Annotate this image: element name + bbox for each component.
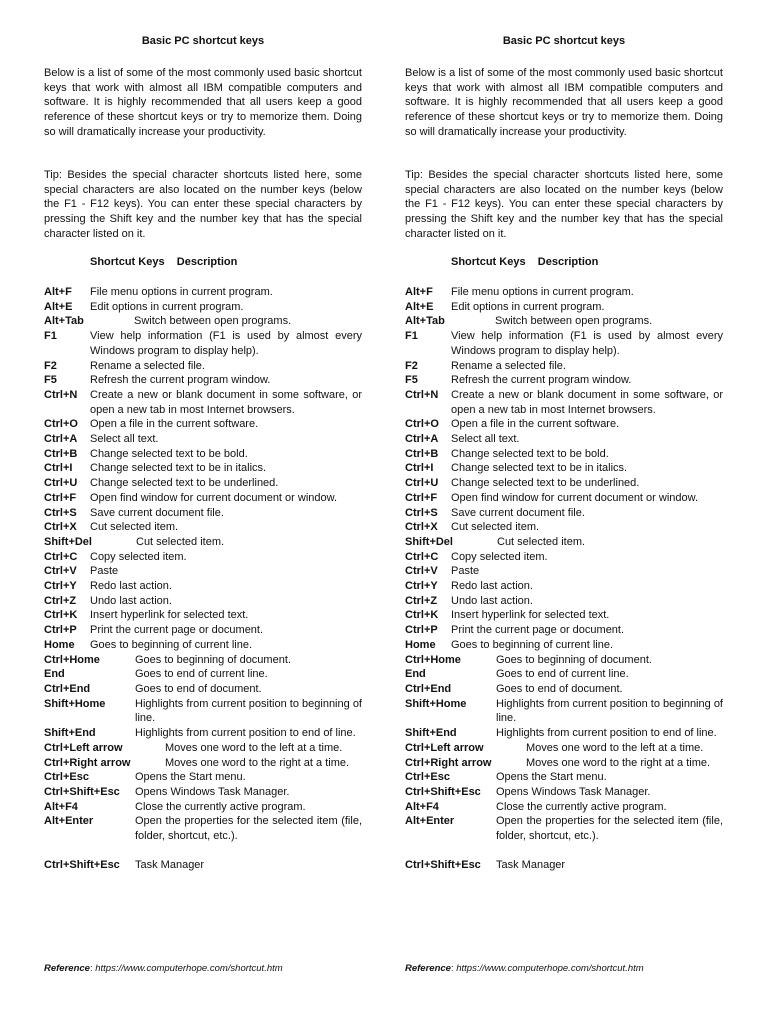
shortcut-description: Undo last action. [451,594,533,607]
shortcut-key: Shift+End [44,727,96,740]
shortcut-description [44,844,362,859]
shortcut-description: Task Manager [496,859,566,872]
shortcut-key: Ctrl+Right arrow [405,756,492,769]
shortcut-row [405,461,723,476]
shortcut-row [44,756,362,771]
shortcut-row [44,447,362,462]
shortcut-description: Goes to beginning of current line. [90,638,253,651]
shortcut-key: Ctrl+Shift+Esc [405,859,481,872]
shortcut-row [44,667,362,682]
shortcut-row [44,726,362,741]
shortcut-description: Change selected text to be in italics. [451,462,628,475]
shortcut-description: Save current document file. [451,506,585,519]
shortcut-list [405,285,723,873]
shortcut-key: Shift+Del [44,535,92,548]
shortcut-key: Ctrl+U [44,477,78,490]
shortcut-description: Close the currently active program. [135,800,306,813]
shortcut-row [44,373,362,388]
shortcut-row [44,844,362,859]
shortcut-key: Ctrl+Z [44,594,77,607]
shortcut-row [405,638,723,653]
shortcut-row [44,608,362,623]
shortcut-row [44,697,362,726]
shortcut-row [405,844,723,859]
shortcut-row [405,300,723,315]
shortcut-description [405,844,723,859]
shortcut-description: File menu options in current program. [451,286,634,298]
shortcut-row [405,329,723,358]
shortcut-key: Ctrl+Z [405,594,438,607]
shortcut-row [405,535,723,550]
shortcut-description: Copy selected item. [451,550,548,563]
shortcut-row [44,653,362,668]
shortcut-key: Shift+Home [405,697,467,710]
shortcut-row [405,608,723,623]
shortcut-key: Ctrl+P [44,624,77,637]
shortcut-description: Redo last action. [90,580,172,593]
shortcut-row [44,417,362,432]
shortcut-description: Goes to end of document. [135,682,262,695]
shortcut-row [44,858,362,873]
shortcut-key: Shift+Del [405,535,453,548]
shortcut-description: Select all text. [90,433,159,446]
shortcut-description: Paste [451,565,480,578]
shortcut-row [44,314,362,329]
shortcut-row [405,359,723,374]
reference-label: Reference [44,963,90,974]
shortcut-description: Switch between open programs. [134,315,292,328]
shortcut-key: Ctrl+V [44,565,77,578]
shortcut-description: Open the properties for the selected item (file, folder, shortcut, etc.). [496,815,723,843]
shortcut-description: Insert hyperlink for selected text. [90,609,249,622]
reference-separator: : [450,963,457,974]
shortcut-key: Ctrl+N [405,388,439,401]
shortcut-description: Change selected text to be underlined. [451,477,640,490]
shortcut-row [44,300,362,315]
shortcut-row [44,506,362,521]
shortcut-key: Ctrl+S [44,506,77,519]
shortcut-row [44,285,362,300]
shortcut-key: Ctrl+Home [44,653,100,666]
shortcut-key: Shift+End [405,727,457,740]
shortcut-row [44,564,362,579]
shortcut-row [405,858,723,873]
shortcut-key: Ctrl+I [44,462,73,475]
shortcut-row [44,535,362,550]
shortcut-row [44,785,362,800]
shortcut-description: Paste [90,565,119,578]
shortcut-description: Goes to beginning of document. [135,653,291,666]
shortcut-description: Refresh the current program window. [90,374,271,387]
shortcut-description: Moves one word to the left at a time. [165,741,343,754]
shortcut-description: File menu options in current program. [90,286,273,298]
shortcut-description: Open the properties for the selected item (file, folder, shortcut, etc.). [135,815,362,843]
shortcut-row [44,800,362,815]
shortcut-key: Ctrl+Shift+Esc [44,785,120,798]
shortcut-row [405,814,723,843]
shortcut-description: Rename a selected file. [90,359,205,372]
shortcut-description: Change selected text to be bold. [90,447,248,460]
intro-paragraph: Below is a list of some of the most commonly used basic shortcut keys that work with almost all IBM compatible computers and software. It is highly recommended that all users keep a good reference of these shortcut keys or try to memorize them. Doing so will dramatically increase your productivity. [44,67,362,138]
shortcut-description: Edit options in current program. [451,300,605,313]
shortcut-key: Ctrl+A [44,433,78,446]
shortcut-description: Change selected text to be underlined. [90,477,279,490]
shortcut-row [405,314,723,329]
shortcut-row [405,667,723,682]
shortcut-description: Print the current page or document. [90,624,264,637]
shortcut-description: Highlights from current position to end of line. [496,727,717,740]
document-title: Basic PC shortcut keys [502,35,626,47]
shortcut-description: Rename a selected file. [451,359,566,372]
shortcut-key: Alt+E [405,300,434,313]
shortcut-key: End [405,668,426,681]
shortcut-description: Cut selected item. [497,535,586,548]
shortcut-key: Home [405,638,436,651]
shortcut-row [44,329,362,358]
shortcut-description: Goes to end of document. [496,682,623,695]
shortcut-description: Highlights from current position to beginning of line. [135,697,362,725]
shortcut-row [44,550,362,565]
shortcut-key: Ctrl+O [405,418,439,431]
shortcut-key: F2 [405,359,418,372]
shortcut-key: Ctrl+B [44,447,78,460]
shortcut-key: Ctrl+Shift+Esc [405,785,481,798]
shortcut-key: Ctrl+Esc [405,771,450,784]
shortcut-key: Ctrl+Y [405,580,438,593]
shortcut-description: Highlights from current position to end of line. [135,727,356,740]
shortcut-row [44,638,362,653]
shortcut-description: Create a new or blank document in some software, or open a new tab in most Internet browsers. [90,388,362,416]
shortcut-row [44,814,362,843]
reference-label: Reference [405,963,451,974]
shortcut-key: Ctrl+C [405,550,439,563]
shortcut-row [405,373,723,388]
shortcut-description: Open find window for current document or window. [451,491,699,504]
shortcut-row [405,800,723,815]
shortcut-description: Opens Windows Task Manager. [496,785,651,798]
shortcut-row [405,417,723,432]
shortcut-description: Edit options in current program. [90,300,244,313]
shortcut-description: Cut selected item. [451,521,540,534]
shortcut-key: Ctrl+S [405,506,438,519]
shortcut-row [405,682,723,697]
shortcut-description: Moves one word to the left at a time. [526,741,704,754]
shortcut-row [44,520,362,535]
shortcut-description: View help information (F1 is used by almost every Windows program to display help). [451,330,723,357]
shortcut-key: Ctrl+A [405,433,439,446]
shortcut-key: Ctrl+Left arrow [405,741,484,754]
shortcut-key: Ctrl+Home [405,653,461,666]
shortcut-description: Redo last action. [451,580,533,593]
intro-paragraph: Below is a list of some of the most commonly used basic shortcut keys that work with almost all IBM compatible computers and software. It is highly recommended that all users keep a good reference of these shortcut keys or try to memorize them. Doing so will dramatically increase your productivity. [405,67,723,138]
shortcut-description: Copy selected item. [90,550,187,563]
shortcut-row [44,770,362,785]
shortcut-key: Home [44,638,75,651]
shortcut-row [44,388,362,417]
shortcut-row [405,432,723,447]
reference-line [405,963,644,974]
shortcut-key: Ctrl+Shift+Esc [44,859,120,872]
shortcut-description: Opens the Start menu. [496,771,607,784]
shortcut-description: Close the currently active program. [496,800,667,813]
shortcut-key: Ctrl+I [405,462,434,475]
shortcut-row [405,697,723,726]
shortcut-description: Save current document file. [90,506,224,519]
shortcut-row [44,741,362,756]
shortcut-key: Ctrl+U [405,477,439,490]
table-header: Shortcut Keys Description [90,256,238,268]
shortcut-row [44,476,362,491]
reference-separator: : [89,963,96,974]
shortcut-row [405,741,723,756]
shortcut-key: F1 [44,330,57,343]
shortcut-key: Alt+E [44,300,73,313]
shortcut-key: Alt+Enter [44,815,94,828]
shortcut-key: Alt+Enter [405,815,455,828]
shortcut-description: Goes to beginning of document. [496,653,652,666]
shortcut-row [405,653,723,668]
shortcut-description: Goes to end of current line. [496,668,629,681]
tip-paragraph: Tip: Besides the special character shortcuts listed here, some special characters are also located on the number keys (below the F1 - F12 keys). You can enter these special characters by pressing the Shift key and the number key that has the special character listed on it. [405,169,723,240]
shortcut-row [44,432,362,447]
shortcut-row [405,476,723,491]
shortcut-description: Task Manager [135,859,205,872]
reference-url[interactable]: https://www.computerhope.com/shortcut.htm [95,963,283,974]
shortcut-row [405,770,723,785]
shortcut-row [44,491,362,506]
shortcut-key: Shift+Home [44,697,106,710]
shortcut-description: Cut selected item. [90,521,179,534]
shortcut-description: Change selected text to be in italics. [90,462,267,475]
shortcut-row [44,359,362,374]
shortcut-row [44,594,362,609]
shortcut-key: Ctrl+Y [44,580,77,593]
shortcut-row [405,285,723,300]
shortcut-description: Undo last action. [90,594,172,607]
shortcut-description: Cut selected item. [136,535,225,548]
shortcut-key: Ctrl+Right arrow [44,756,131,769]
shortcut-row [44,623,362,638]
shortcut-description: Switch between open programs. [495,315,653,328]
shortcut-description: Change selected text to be bold. [451,447,609,460]
shortcut-key: Ctrl+P [405,624,438,637]
shortcut-description: Create a new or blank document in some software, or open a new tab in most Internet browsers. [451,388,723,416]
shortcut-key: Ctrl+O [44,418,78,431]
shortcut-key: Ctrl+Left arrow [44,741,123,754]
shortcut-description: Select all text. [451,433,520,446]
shortcut-key: Ctrl+X [405,521,438,534]
shortcut-row [44,461,362,476]
shortcut-row [405,785,723,800]
shortcut-description: Opens the Start menu. [135,771,246,784]
shortcut-row [44,682,362,697]
shortcut-description: Goes to end of current line. [135,668,268,681]
shortcut-row [405,506,723,521]
reference-url[interactable]: https://www.computerhope.com/shortcut.htm [456,963,644,974]
shortcut-key: Alt+Tab [405,315,445,328]
shortcut-description: Moves one word to the right at a time. [526,756,711,769]
shortcut-key: Alt+Tab [44,315,84,328]
shortcut-key: Ctrl+N [44,388,78,401]
shortcut-description: Open a file in the current software. [90,418,259,431]
shortcut-description: Highlights from current position to beginning of line. [496,697,723,725]
shortcut-description: Insert hyperlink for selected text. [451,609,610,622]
shortcut-row [405,520,723,535]
shortcut-description: Print the current page or document. [451,624,625,637]
shortcut-row [405,447,723,462]
shortcut-key: Ctrl+K [405,609,439,622]
shortcut-row [405,564,723,579]
shortcut-key: Ctrl+B [405,447,439,460]
shortcut-description: Opens Windows Task Manager. [135,785,290,798]
shortcut-key: F5 [44,374,57,387]
shortcut-key: Ctrl+K [44,609,78,622]
shortcut-key: End [44,668,65,681]
shortcut-row [405,726,723,741]
shortcut-key: F2 [44,359,57,372]
shortcut-key: Ctrl+C [44,550,78,563]
shortcut-row [405,623,723,638]
shortcut-list [44,285,362,873]
shortcut-row [405,594,723,609]
shortcut-key: Ctrl+F [405,491,438,504]
shortcut-key: Alt+F4 [44,800,78,813]
shortcut-row [405,491,723,506]
shortcut-row [405,756,723,771]
shortcut-key: Alt+F4 [405,800,439,813]
shortcut-key: F5 [405,374,418,387]
shortcut-key: Ctrl+End [405,682,452,695]
tip-paragraph: Tip: Besides the special character shortcuts listed here, some special characters are also located on the number keys (below the F1 - F12 keys). You can enter these special characters by pressing the Shift key and the number key that has the special character listed on it. [44,169,362,240]
shortcut-row [405,579,723,594]
document-title: Basic PC shortcut keys [141,35,265,47]
shortcut-row [405,388,723,417]
table-header: Shortcut Keys Description [451,256,599,268]
shortcut-description: Refresh the current program window. [451,374,632,387]
shortcut-key: Ctrl+X [44,521,77,534]
shortcut-description: View help information (F1 is used by almost every Windows program to display help). [90,330,362,357]
shortcut-row [44,579,362,594]
shortcut-row [405,550,723,565]
shortcut-description: Open find window for current document or window. [90,491,338,504]
shortcut-key: Ctrl+End [44,682,91,695]
shortcut-description: Moves one word to the right at a time. [165,756,350,769]
shortcut-key: Alt+F [405,286,433,298]
shortcut-description: Goes to beginning of current line. [451,638,614,651]
reference-line [44,963,283,974]
shortcut-key: Ctrl+V [405,565,438,578]
shortcut-key: F1 [405,330,418,343]
shortcut-key: Alt+F [44,286,72,298]
shortcut-key: Ctrl+Esc [44,771,89,784]
shortcut-description: Open a file in the current software. [451,418,620,431]
shortcut-key: Ctrl+F [44,491,77,504]
